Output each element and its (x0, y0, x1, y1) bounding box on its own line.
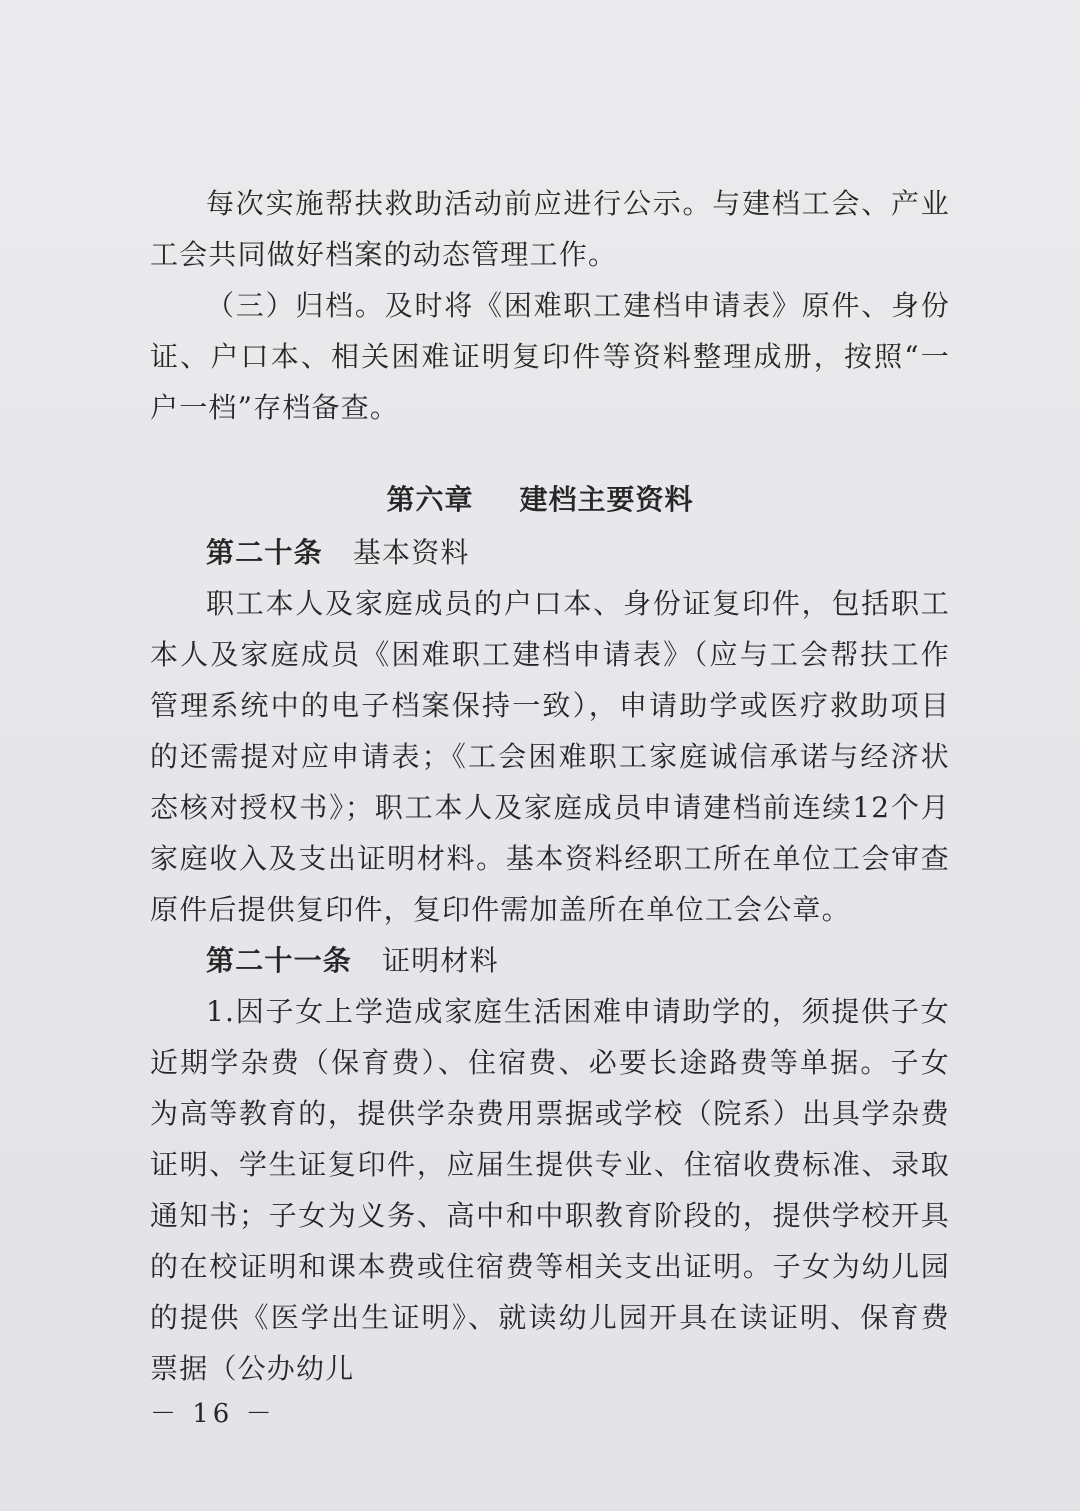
article-20-number: 第二十条 (206, 536, 323, 569)
page-number: － 16 － (150, 1399, 276, 1429)
article-21-title: 证明材料 (382, 944, 499, 977)
article-20-body: 职工本人及家庭成员的户口本、身份证复印件，包括职工本人及家庭成员《困难职工建档申请表》（应与工会帮扶工作管理系统中的电子档案保持一致），申请助学或医疗救助项目的还需提对应申请表；《工会困难职工家庭诚信承诺与经济状态核对授权书》；职工本人及家庭成员申请建档前连续12个月家庭收入及支出证明材料。基本资料经职工所在单位工会审查原件后提供复印件，复印件需加盖所在单位工会公章。 (150, 587, 950, 926)
article-20-title: 基本资料 (352, 536, 470, 569)
top-section (150, 178, 950, 433)
article-21-number: 第二十一条 (206, 944, 353, 977)
paragraph-publicity: 每次实施帮扶救助活动前应进行公示。与建档工会、产业工会共同做好档案的动态管理工作。 (150, 187, 950, 271)
chapter-title: 建档主要资料 (519, 483, 694, 516)
article-21-heading (150, 935, 950, 986)
article-21-body: 1.因子女上学造成家庭生活困难申请助学的，须提供子女近期学杂费（保育费）、住宿费、必要长途路费等单据。子女为高等教育的，提供学杂费用票据或学校（院系）出具学杂费证明、学生证复印件，应届生提供专业、住宿收费标准、录取通知书；子女为义务、高中和中职教育阶段的，提供学校开具的在校证明和课本费或住宿费等相关支出证明。子女为幼儿园的提供《医学出生证明》、就读幼儿园开具在读证明、保育费票据（公办幼儿 (150, 995, 950, 1385)
article-20-heading (150, 527, 950, 578)
chapter-body (150, 527, 950, 1394)
paragraph-archiving: （三）归档。及时将《困难职工建档申请表》原件、身份证、户口本、相关困难证明复印件等资料整理成册，按照“一户一档”存档备查。 (150, 289, 950, 424)
chapter-number: 第六章 (386, 483, 474, 516)
chapter-heading (0, 478, 1080, 522)
